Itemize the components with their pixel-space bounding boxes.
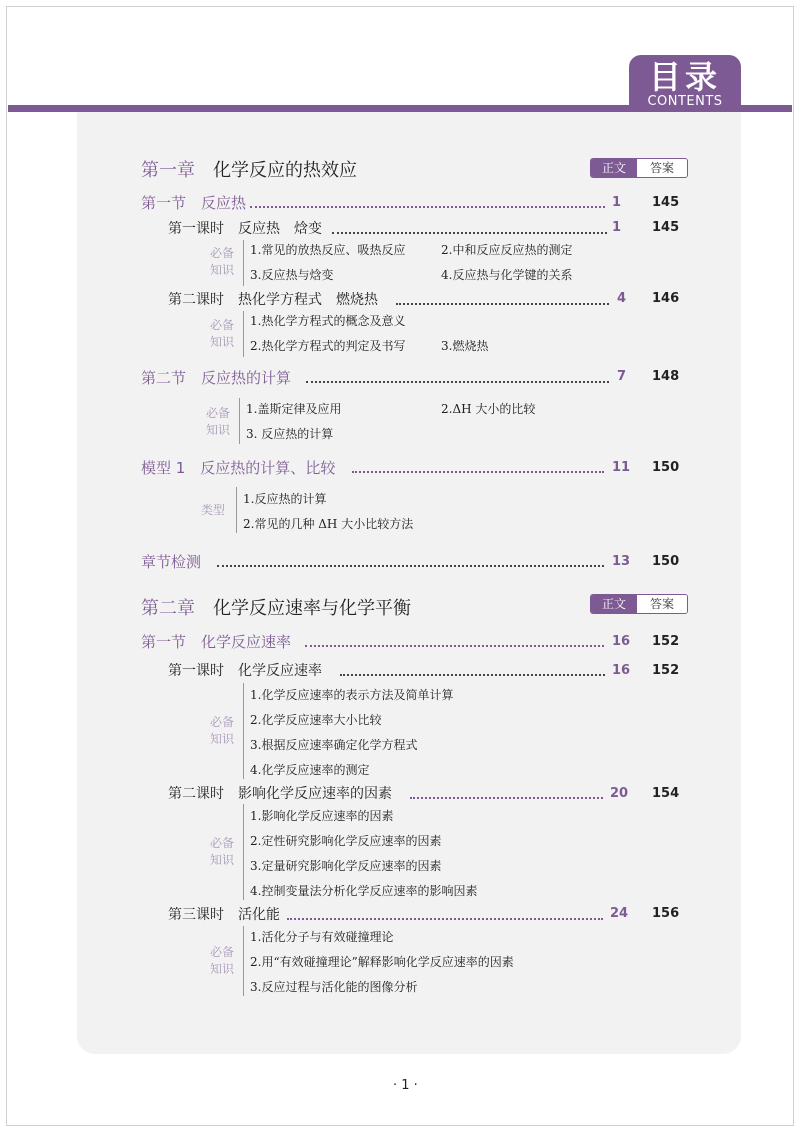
leader-dots: [305, 645, 604, 647]
bracket-line: [243, 926, 244, 996]
tag-required: 必备 知识: [209, 945, 234, 976]
knowledge-item: 4.控制变量法分析化学反应速率的影响因素: [250, 884, 478, 898]
badge-main-label[interactable]: 正文: [591, 595, 637, 613]
knowledge-item: 3.根据反应速率确定化学方程式: [250, 738, 418, 752]
knowledge-item: 3. 反应热的计算: [246, 427, 334, 441]
entry-answer-page: 145: [652, 195, 680, 210]
entry-page: 24: [610, 906, 629, 921]
leader-dots: [410, 797, 603, 799]
entry-answer-page: 154: [652, 786, 680, 801]
toc-entry-lesson[interactable]: 第二课时 影响化学反应速率的因素: [168, 786, 392, 802]
knowledge-item: 2.定性研究影响化学反应速率的因素: [250, 834, 442, 848]
knowledge-item: 2.常见的几种 ΔH 大小比较方法: [243, 517, 414, 531]
bracket-line: [243, 240, 244, 286]
entry-page: 1: [612, 195, 622, 210]
chapter-2-label: 第二章: [141, 598, 195, 619]
knowledge-item: 1.常见的放热反应、吸热反应: [250, 243, 406, 257]
entry-page: 11: [612, 460, 631, 475]
chapter-1-badge[interactable]: [590, 158, 688, 178]
entry-page: 20: [610, 786, 629, 801]
entry-answer-page: 146: [652, 291, 680, 306]
knowledge-item: 1.盖斯定律及应用: [246, 402, 342, 416]
chapter-1-title: 化学反应的热效应: [213, 160, 357, 181]
entry-page: 13: [612, 554, 631, 569]
knowledge-item: 2.热化学方程式的判定及书写: [250, 339, 406, 353]
entry-answer-page: 148: [652, 369, 680, 384]
header-tab: [629, 55, 741, 112]
leader-dots: [250, 206, 605, 208]
knowledge-item: 1.反应热的计算: [243, 492, 327, 506]
badge-answer-label[interactable]: 答案: [637, 595, 687, 613]
toc-entry-section[interactable]: 第一节 化学反应速率: [141, 633, 292, 651]
toc-entry-lesson[interactable]: 第一课时 反应热 焓变: [168, 221, 322, 237]
entry-answer-page: 150: [652, 554, 680, 569]
toc-entry-model[interactable]: 模型 1 反应热的计算、比较: [141, 459, 336, 477]
bracket-line: [239, 398, 240, 444]
entry-answer-page: 150: [652, 460, 680, 475]
tag-type: 类型: [200, 503, 225, 517]
header-title: 目录: [648, 58, 721, 96]
leader-dots: [352, 471, 604, 473]
badge-main-label[interactable]: 正文: [591, 159, 637, 177]
tag-required: 必备 知识: [209, 836, 234, 867]
chapter-2-title: 化学反应速率与化学平衡: [213, 598, 411, 619]
knowledge-item: 2.用“有效碰撞理论”解释影响化学反应速率的因素: [250, 955, 514, 969]
knowledge-item: 1.活化分子与有效碰撞理论: [250, 930, 394, 944]
knowledge-item: 2.化学反应速率大小比较: [250, 713, 382, 727]
tag-required: 必备 知识: [209, 715, 234, 746]
knowledge-item: 3.定量研究影响化学反应速率的因素: [250, 859, 442, 873]
leader-dots: [332, 232, 607, 234]
page-number: · 1 ·: [393, 1078, 418, 1093]
knowledge-item: 1.热化学方程式的概念及意义: [250, 314, 406, 328]
entry-answer-page: 145: [652, 220, 680, 235]
knowledge-item: 4.化学反应速率的测定: [250, 763, 370, 777]
toc-entry-section[interactable]: 第二节 反应热的计算: [141, 369, 292, 387]
bracket-line: [243, 683, 244, 779]
knowledge-item: 3.燃烧热: [441, 339, 489, 353]
knowledge-item: 4.反应热与化学键的关系: [441, 268, 573, 282]
leader-dots: [306, 381, 609, 383]
leader-dots: [340, 674, 605, 676]
leader-dots: [217, 565, 604, 567]
chapter-1-label: 第一章: [141, 160, 195, 181]
chapter-1-heading: [141, 156, 357, 182]
leader-dots: [396, 303, 609, 305]
entry-page: 16: [612, 663, 631, 678]
entry-page: 1: [612, 220, 622, 235]
chapter-2-badge[interactable]: [590, 594, 688, 614]
knowledge-item: 3.反应热与焓变: [250, 268, 334, 282]
toc-entry-lesson[interactable]: 第二课时 热化学方程式 燃烧热: [168, 292, 378, 308]
knowledge-item: 3.反应过程与活化能的图像分析: [250, 980, 418, 994]
leader-dots: [287, 918, 603, 920]
tag-required: 必备 知识: [209, 246, 234, 277]
entry-page: 4: [617, 291, 627, 306]
knowledge-item: 2.ΔH 大小的比较: [441, 402, 536, 416]
toc-entry-review[interactable]: 章节检测: [141, 553, 202, 571]
bracket-line: [243, 804, 244, 900]
entry-page: 16: [612, 634, 631, 649]
header-subtitle: CONTENTS: [647, 94, 723, 109]
toc-entry-lesson[interactable]: 第三课时 活化能: [168, 907, 280, 923]
entry-answer-page: 152: [652, 634, 680, 649]
chapter-2-heading: [141, 594, 411, 620]
entry-answer-page: 156: [652, 906, 680, 921]
knowledge-item: 1.化学反应速率的表示方法及简单计算: [250, 688, 454, 702]
badge-answer-label[interactable]: 答案: [637, 159, 687, 177]
toc-entry-lesson[interactable]: 第一课时 化学反应速率: [168, 663, 322, 679]
entry-answer-page: 152: [652, 663, 680, 678]
bracket-line: [243, 311, 244, 357]
knowledge-item: 2.中和反应反应热的测定: [441, 243, 573, 257]
tag-required: 必备 知识: [205, 406, 230, 437]
toc-entry-section[interactable]: 第一节 反应热: [141, 194, 247, 212]
knowledge-item: 1.影响化学反应速率的因素: [250, 809, 394, 823]
bracket-line: [236, 487, 237, 533]
tag-required: 必备 知识: [209, 318, 234, 349]
entry-page: 7: [617, 369, 627, 384]
